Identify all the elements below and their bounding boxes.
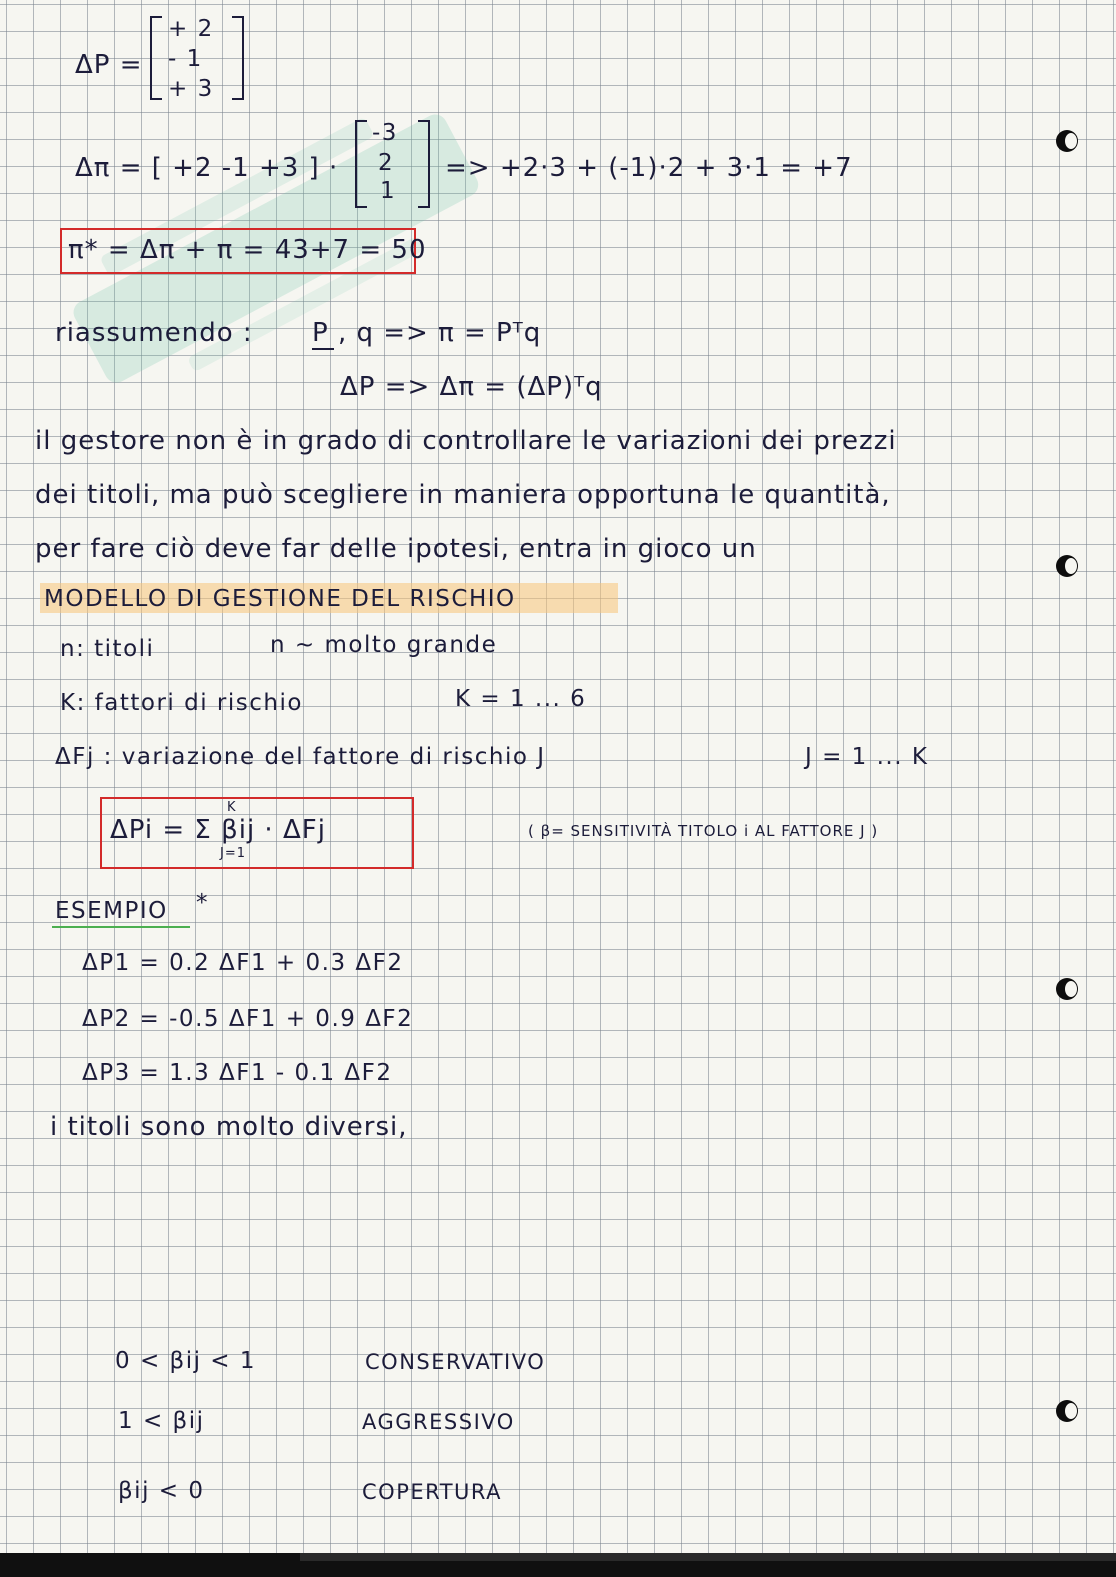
example-equation: ΔP3 = 1.3 ΔF1 - 0.1 ΔF2 [82,1060,393,1086]
class-condition: βij < 0 [118,1478,205,1504]
example-remark: i titoli sono molto diversi, [50,1112,408,1142]
vector-entry: 2 [378,150,395,176]
paragraph-line: dei titoli, ma può scegliere in maniera opportuna le quantità, [35,480,891,510]
class-condition: 0 < βij < 1 [115,1348,257,1374]
definition-term: n: titoli [60,636,155,662]
p-underline [312,348,334,350]
matrix-bracket-left [150,16,162,100]
summary-label: riassumendo : [55,318,253,348]
class-label: CONSERVATIVO [365,1350,546,1374]
example-equation: ΔP2 = -0.5 ΔF1 + 0.9 ΔF2 [82,1006,414,1032]
vector-entry: -3 [372,120,398,146]
example-star: * [196,890,209,916]
example-underline [52,926,190,928]
scan-bottom-edge [0,1553,1116,1577]
beta-note: ( β= SENSITIVITÀ TITOLO i AL FATTORE J ) [528,822,879,840]
vector-entry: + 2 [168,16,214,42]
paragraph-line: per fare ciò deve far delle ipotesi, entra in gioco un [35,534,757,564]
vector-entry: - 1 [168,46,203,72]
class-label: AGGRESSIVO [362,1410,515,1434]
binder-hole-icon [1056,1400,1078,1422]
summary-line-2: ΔP => Δπ = (ΔP)ᵀq [340,372,603,402]
class-label: COPERTURA [362,1480,502,1504]
delta-pi-result: => +2·3 + (-1)·2 + 3·1 = +7 [445,153,853,183]
paragraph-line: il gestore non è in grado di controllare le variazioni dei prezzi [35,426,897,456]
definition-value: n ~ molto grande [270,632,498,658]
vector-entry: 1 [380,178,397,204]
example-equation: ΔP1 = 0.2 ΔF1 + 0.3 ΔF2 [82,950,404,976]
class-condition: 1 < βij [118,1408,205,1434]
binder-hole-icon [1056,555,1078,577]
matrix-bracket-right [232,16,244,100]
matrix-bracket-left [355,120,367,208]
definition-term: ΔFj : variazione del fattore di rischio J [55,744,546,770]
matrix-bracket-right [418,120,430,208]
definition-term: K: fattori di rischio [60,690,303,716]
vector-entry: + 3 [168,76,214,102]
example-title: ESEMPIO [55,898,168,924]
binder-hole-icon [1056,130,1078,152]
definition-value: K = 1 ... 6 [455,686,587,712]
definition-value: J = 1 ... K [805,744,929,770]
risk-formula: ΔPi = Σ βij · ΔFj [110,815,326,845]
sum-lower-limit: J=1 [220,846,246,861]
binder-hole-icon [1056,978,1078,1000]
summary-line-1: P , q => π = Pᵀq [312,318,542,348]
delta-p-label: ΔP = [75,50,143,80]
section-heading: MODELLO DI GESTIONE DEL RISCHIO [44,586,516,612]
pi-star-formula: π* = Δπ + π = 43+7 = 50 [68,235,427,265]
delta-pi-product: Δπ = [ +2 -1 +3 ] · [75,153,339,183]
sum-upper-limit: K [227,800,237,815]
